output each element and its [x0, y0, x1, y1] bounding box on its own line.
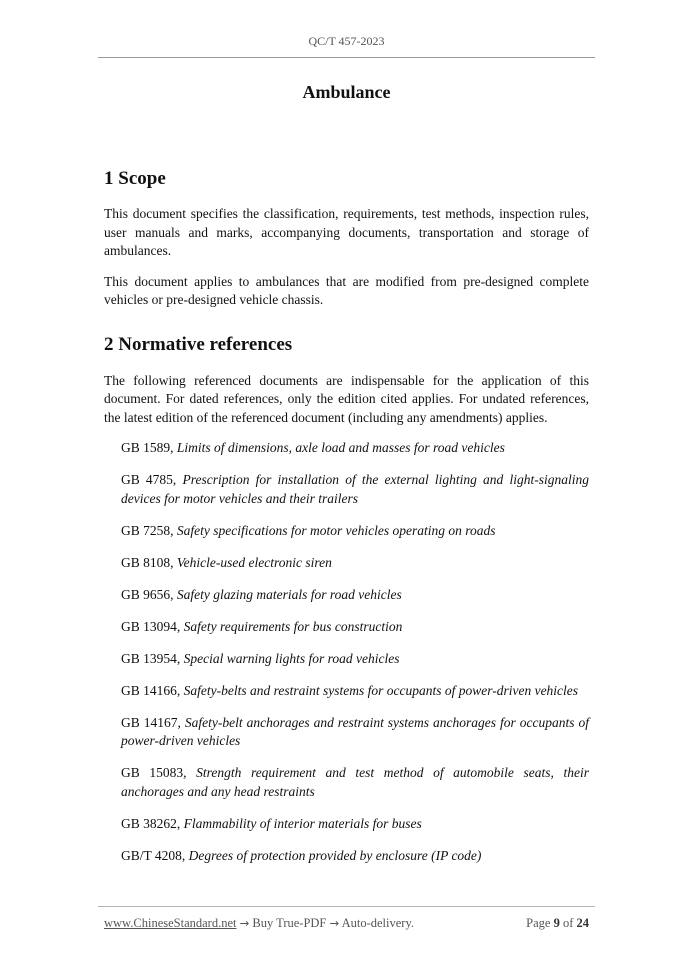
reference-title: Vehicle-used electronic siren [176, 554, 332, 570]
reference-code: GB/T 4208, [121, 847, 189, 863]
reference-item [121, 586, 589, 605]
reference-title: Strength requirement and test method of automobile seats, their anchorages and any head restraints [121, 765, 589, 799]
reference-title: Prescription for installation of the external lighting and light-signaling devices for motor vehicles and their trailers [121, 472, 589, 506]
reference-code: GB 14167, [121, 714, 185, 730]
of-label: of [562, 916, 574, 930]
reference-title: Safety glazing materials for road vehicles [176, 586, 402, 602]
reference-item [121, 682, 589, 701]
reference-title: Safety requirements for bus construction [183, 618, 403, 634]
footer-divider [98, 906, 595, 907]
scope-paragraph-1: This document specifies the classification, requirements, test methods, inspection rules, user manuals and marks, accompanying documents, transportation and storage of ambulances. [104, 206, 589, 258]
reference-code: GB 8108, [121, 554, 177, 570]
page-label: Page [526, 916, 551, 930]
reference-item [121, 714, 589, 751]
reference-code: GB 4785, [121, 472, 183, 487]
reference-list [104, 439, 589, 865]
reference-title: Flammability of interior materials for buses [183, 815, 422, 831]
reference-code: GB 13094, [121, 618, 184, 634]
reference-item [121, 650, 589, 669]
reference-code: GB 14166, [121, 682, 184, 698]
document-body [104, 166, 589, 879]
reference-item [121, 847, 589, 866]
reference-code: GB 7258, [121, 522, 177, 538]
section-heading-normative-references: 2 Normative references [104, 333, 293, 355]
reference-item [121, 815, 589, 834]
reference-item [121, 554, 589, 573]
reference-code: GB 1589, [121, 440, 177, 455]
reference-code: GB 9656, [121, 586, 177, 602]
footer-promo [104, 916, 414, 931]
reference-item [121, 522, 589, 541]
reference-item [121, 764, 589, 801]
reference-title: Special warning lights for road vehicles [183, 650, 400, 666]
normative-intro-paragraph: The following referenced documents are indispensable for the application of this document. For dated references, only the edition cited applies. For undated references, the latest edition of the referenced document (including any amendments) applies. [104, 372, 589, 425]
reference-item [121, 618, 589, 637]
reference-item [121, 439, 589, 458]
website-link[interactable]: www.ChineseStandard.net [104, 916, 237, 930]
total-page-count: 24 [576, 916, 589, 930]
reference-title: Safety-belts and restraint systems for occupants of power-driven vehicles [183, 682, 579, 698]
reference-title: Limits of dimensions, axle load and masses for road vehicles [176, 440, 505, 455]
reference-code: GB 38262, [121, 815, 184, 831]
header-divider [98, 57, 595, 58]
section-heading-scope: 1 Scope [104, 168, 166, 189]
buy-true-pdf-text: Buy True-PDF [252, 916, 327, 930]
scope-paragraph-2: This document applies to ambulances that are modified from pre-designed complete vehicles or pre-designed vehicle chassis. [104, 273, 589, 307]
reference-code: GB 15083, [121, 765, 197, 780]
reference-code: GB 13954, [121, 650, 184, 666]
auto-delivery-text: Auto-delivery. [341, 916, 415, 930]
document-code-header: QC/T 457-2023 [308, 34, 385, 48]
document-title: Ambulance [302, 82, 391, 102]
arrow-right-icon: → [239, 916, 250, 930]
reference-item [121, 471, 589, 508]
current-page-number: 9 [553, 916, 560, 930]
arrow-right-icon: → [329, 916, 340, 930]
reference-title: Degrees of protection provided by enclosure (IP code) [188, 847, 482, 863]
reference-title: Safety specifications for motor vehicles operating on roads [176, 522, 496, 538]
page-number-indicator [526, 916, 589, 931]
reference-title: Safety-belt anchorages and restraint systems anchorages for occupants of power-driven vehicles [121, 714, 589, 748]
